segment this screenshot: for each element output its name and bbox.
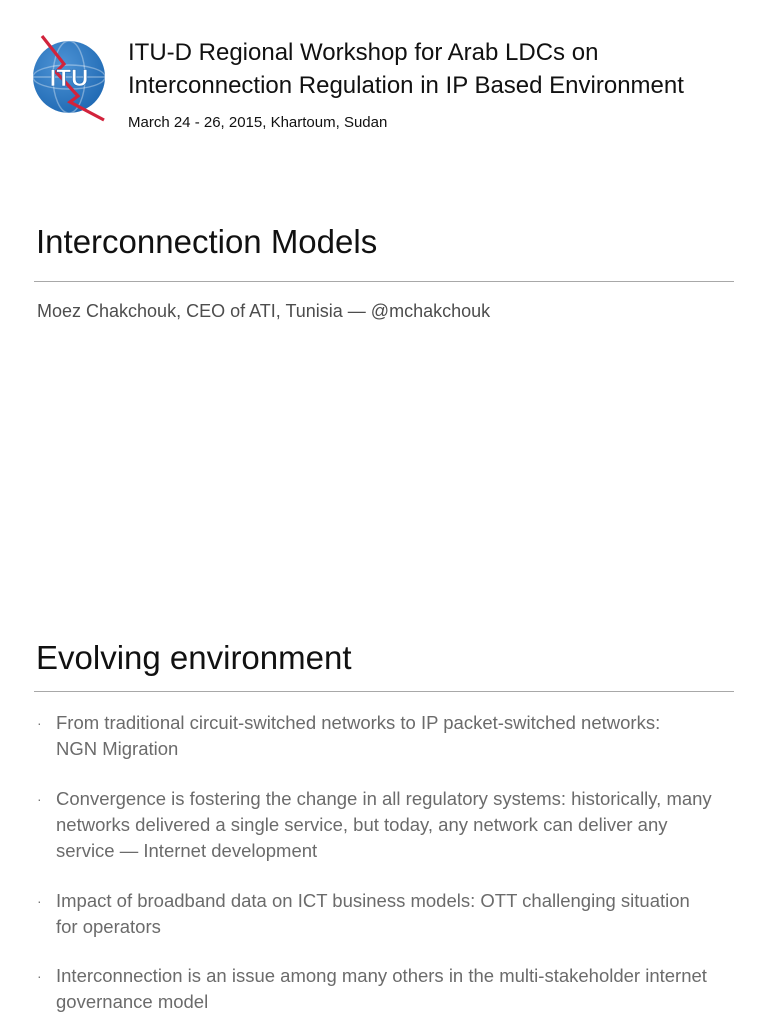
slide-title-interconnection-models: Interconnection Models [36,223,378,260]
bullet-text-line: networks delivered a single service, but today, any network can deliver any [56,814,668,835]
bullet-text-line: service — Internet development [56,840,318,861]
workshop-title-line: Interconnection Regulation in IP Based Environment [128,72,684,99]
bullet-text-line: for operators [56,916,161,937]
bullet-text [56,710,736,762]
author-line: Moez Chakchouk, CEO of ATI, Tunisia — @mchakchouk [37,301,491,321]
logo-text: ITU [49,65,89,92]
bullet-text-line: Convergence is fostering the change in all regulatory systems: historically, many [56,788,712,809]
bullet-text [56,963,736,1015]
bullet-icon: · [37,791,42,807]
workshop-date: March 24 - 26, 2015, Khartoum, Sudan [128,114,388,131]
bullet-text-line: Interconnection is an issue among many others in the multi-stakeholder internet [56,965,707,986]
bullet-text-line: governance model [56,991,209,1012]
title-divider [34,691,734,692]
itu-logo-icon [30,32,110,122]
bullet-text-line: Impact of broadband data on ICT business models: OTT challenging situation [56,890,690,911]
bullet-text [56,786,736,864]
title-divider [34,281,734,282]
workshop-header [0,0,768,150]
bullet-icon: · [37,715,42,731]
bullet-text [56,888,736,940]
workshop-title-line: ITU-D Regional Workshop for Arab LDCs on [128,39,599,66]
bullet-text-line: From traditional circuit-switched networks to IP packet-switched networks: [56,712,661,733]
slide-title-evolving-environment: Evolving environment [36,639,352,676]
bullet-icon: · [37,968,42,984]
bullet-icon: · [37,893,42,909]
bullet-text-line: NGN Migration [56,738,179,759]
workshop-title [128,36,748,102]
